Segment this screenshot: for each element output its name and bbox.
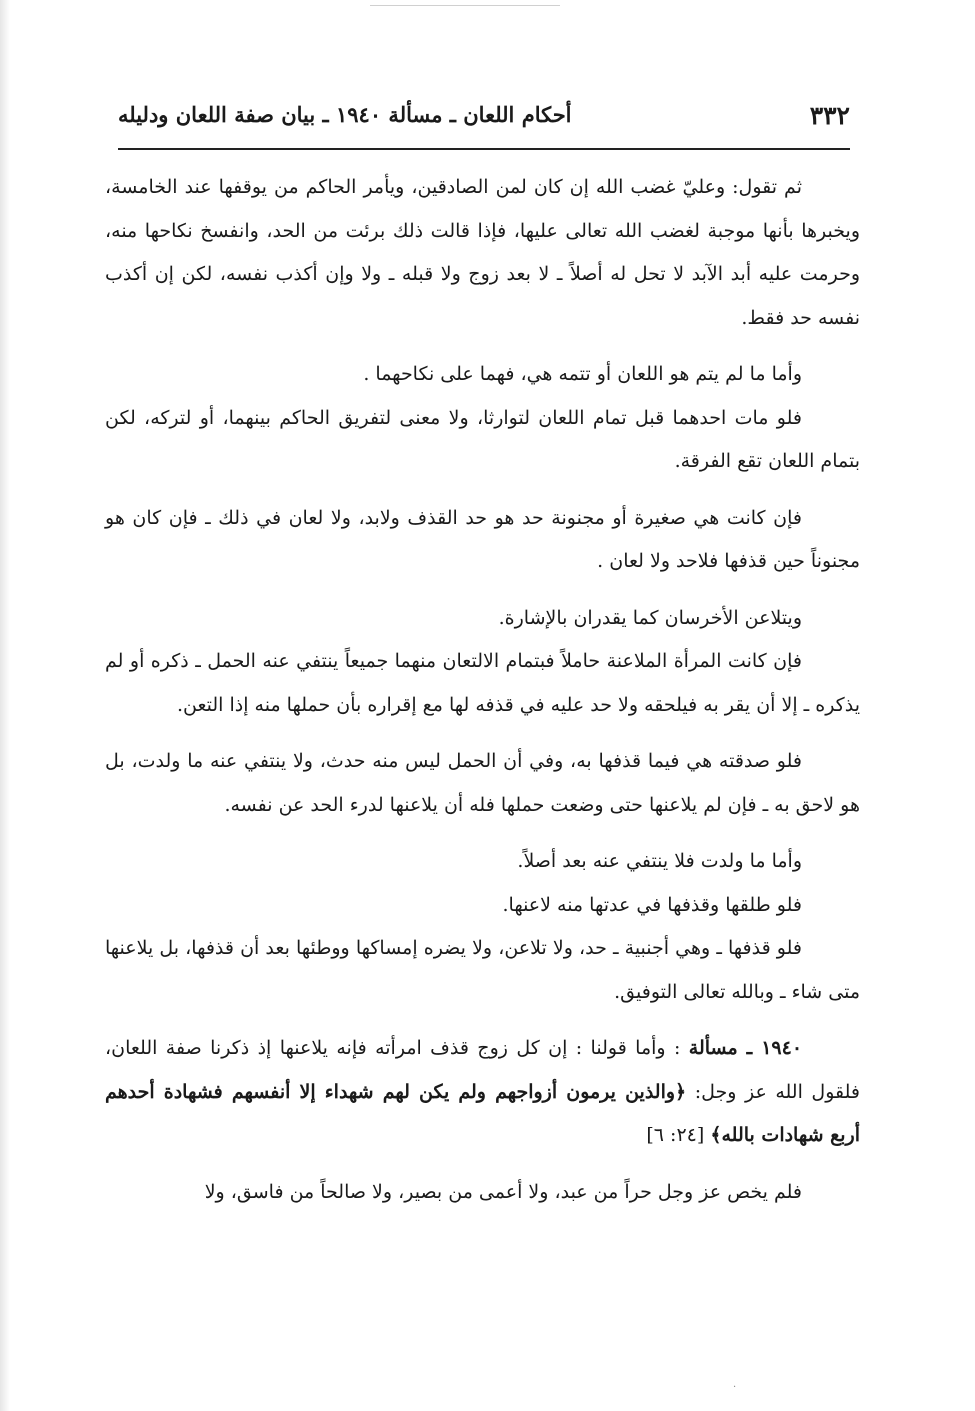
issue-text: : وأما قولنا : إن كل زوج قذف امرأته فإنه يلاعنها إذ ذكرنا صفة اللعان، فلقول الله عز وجل: — [105, 1037, 860, 1103]
paragraph: فلم يخص عز وجل حراً من عبد، ولا أعمى من بصير، ولا صالحاً من فاسق، ولا — [204, 1180, 802, 1203]
issue-number: ١٩٤٠ ـ مسألة — [688, 1037, 803, 1059]
paragraph: وأما ما لم يتم هو اللعان أو تتمه هي، فهما على نكاحهما . — [363, 363, 802, 385]
paragraph: فإن كانت المرأة الملاعنة حاملاً فبتمام الالتعان منهما جميعاً ينتفي عنه الحمل ـ ذكره أو لم يذكره ـ إلا أن يقر به فيلحقه ولا حد عليه في قذفه لها مع إقراره بأن حملها منه إذا التعن. — [105, 650, 860, 716]
paragraph: فلو صدقته هي فيما قذفها به، وفي أن الحمل ليس منه حدث، ولا ينتفي عنه ما ولدت، بل هو لاحق به ـ فإن لم يلاعنها حتى وضعت حملها فله أن يلاعنها لدرء الحد عن نفسه. — [105, 750, 860, 816]
paragraph: وأما ما ولدت فلا ينتفي عنه بعد أصلاً. — [517, 850, 802, 872]
paragraph: فلو قذفها ـ وهي أجنبية ـ حد، ولا تلاعن، ولا يضره إمساكها ووطئها بعد أن قذفها، بل يلاعنها متى شاء ـ وبالله تعالى التوفيق. — [105, 937, 860, 1003]
paragraph: فلو طلقها وقذفها في عدتها منه لاعنها. — [502, 893, 802, 916]
verse-reference: [٢٤: ٦] — [646, 1124, 705, 1146]
page-body — [105, 166, 860, 1214]
paragraph-issue-1940 — [105, 1027, 860, 1158]
paragraph: ويتلاعن الأخرسان كما يقدران بالإشارة. — [498, 606, 802, 629]
scan-speck: · — [733, 1382, 737, 1393]
paragraph: فإن كانت هي صغيرة أو مجنونة حد هو حد القذف ولابد، ولا لعان في ذلك ـ فإن كان هو مجنوناً حين قذفها فلاحد ولا لعان . — [105, 506, 860, 572]
paragraph: فلو مات احدهما قبل تمام اللعان لتوارثا، ولا معنى لتفريق الحاكم بينهما، أو لتركه، لكن بتمام اللعان تقع الفرقة. — [105, 406, 860, 472]
quran-verse: ﴿والذين يرمون أزواجهم ولم يكن لهم شهداء إلا أنفسهم فشهادة أحدهم أربع شهادات بالله﴾ — [105, 1080, 860, 1146]
page-number: ٣٣٢ — [809, 101, 850, 130]
paragraph: ثم تقول: وعليّ غضب الله إن كان لمن الصادقين، ويأمر الحاكم من يوقفها عند الخامسة، ويخبرها بأنها موجبة لغضب الله تعالى عليها، فإذا قالت ذلك برئت من الحد، وانفسخ نكاحها منه، وحرمت عليه أبد الآبد لا تحل له أصلاً ـ لا بعد زوج ولا قبله ـ ولا وإن أكذب نفسه، لكن إن أكذب نفسه حد فقط. — [105, 176, 860, 329]
header-rule — [118, 148, 850, 150]
page-header — [118, 95, 850, 135]
running-title: أحكام اللعان ـ مسألة ١٩٤٠ ـ بيان صفة اللعان ودليله — [118, 102, 572, 127]
scan-edge-shadow — [0, 0, 10, 1411]
scan-top-mark — [370, 5, 560, 6]
